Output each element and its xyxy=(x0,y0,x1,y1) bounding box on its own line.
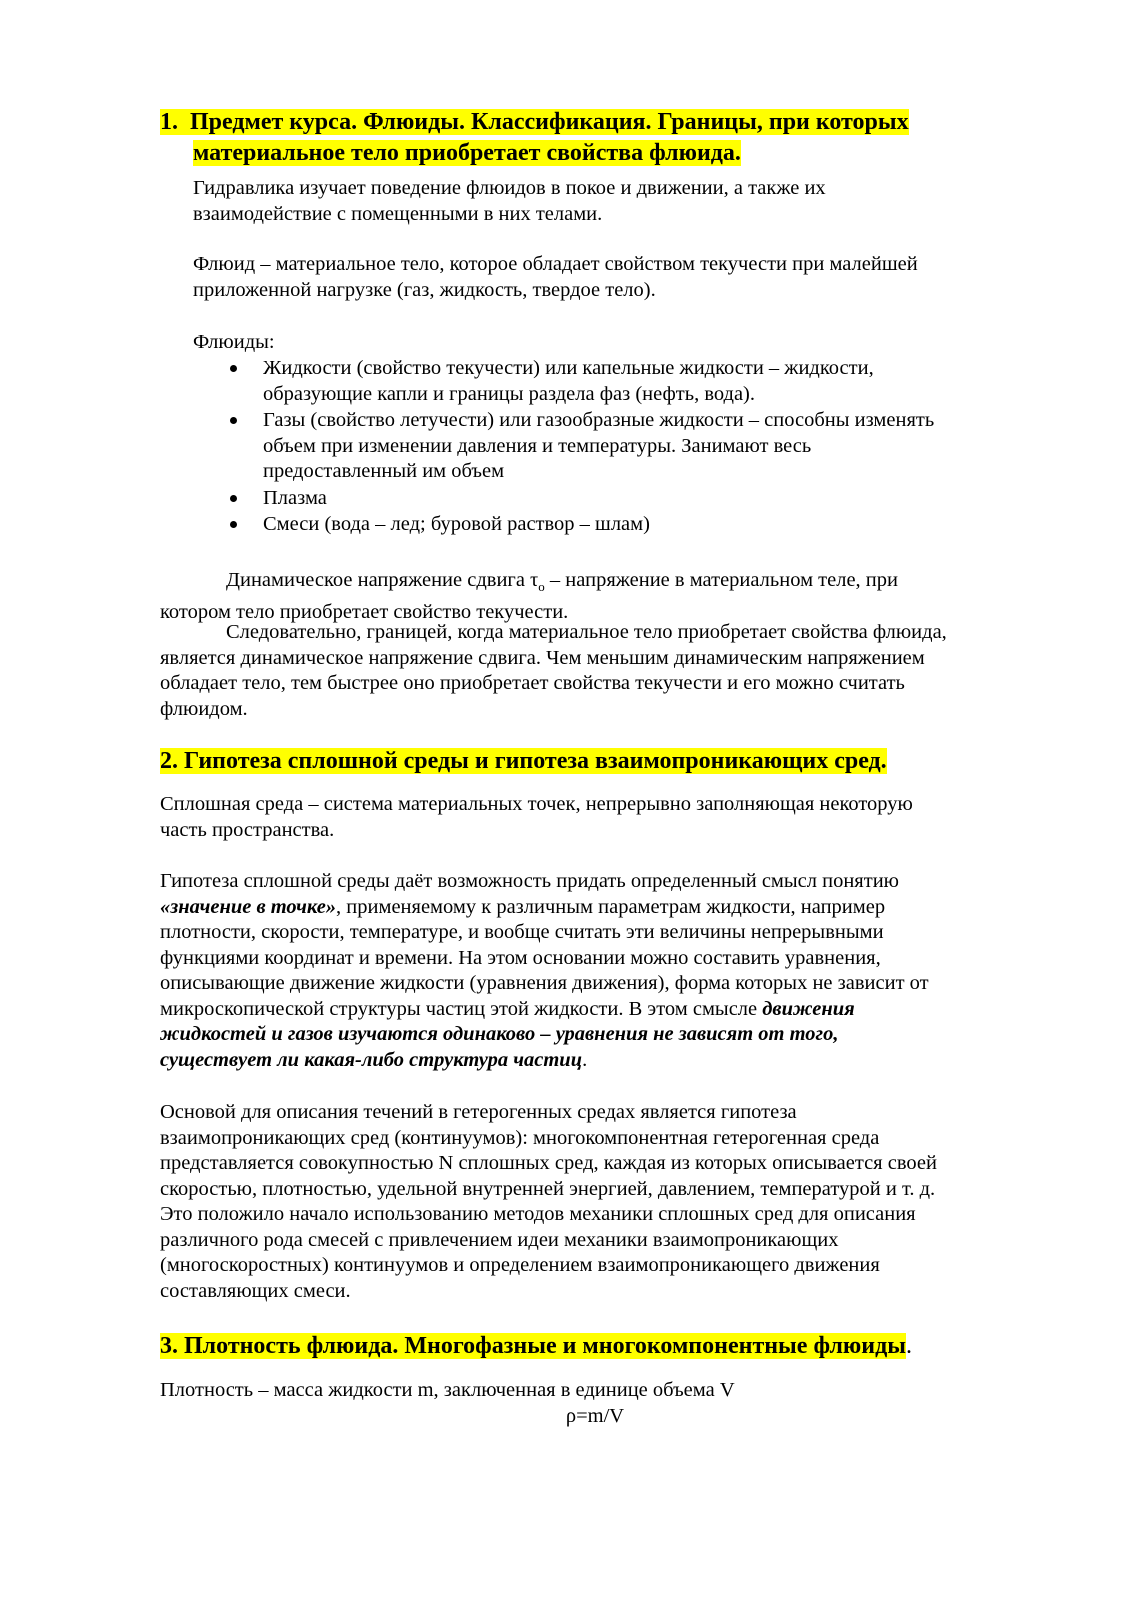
bullet-icon xyxy=(230,495,237,502)
list-item: Плазма xyxy=(230,486,934,512)
section-1-paragraph-4: Следовательно, границей, когда материальное тело приобретает свойства флюида, является динамическое напряжение сдвига. Чем меньшим динамическим напряжением обладает тело, тем быстрее оно приобретает свойства текучести и его можно считать флюидом. xyxy=(160,621,947,720)
section-1-title-line-2: материальное тело приобретает свойства флюида. xyxy=(193,140,741,166)
list-heading: Флюиды: xyxy=(193,331,275,353)
section-2-paragraph-3: Основой для описания течений в гетерогенных средах является гипотеза взаимопроникающих сред (континуумов): многокомпонентная гетерогенная среда представляется совокупностью N сплошных сред, каждая из которых описывается своей скоростью, плотностью, удельной внутренней энергией, давлением, температурой и т. д. Это положило начало использованию методов механики сплошных сред для описания различного рода смесей с привлечением идеи механики взаимопроникающих (многоскоростных) континуумов и определением взаимопроникающего движения составляющих смеси. xyxy=(160,1101,937,1302)
section-2-paragraph-1: Сплошная среда – система материальных точек, непрерывно заполняющая некоторую часть пространства. xyxy=(160,793,913,841)
section-1-paragraph-3: Динамическое напряжение сдвига $\tau_о$ – напряжение в материальном теле, при котором тело приобретает свойство текучести. xyxy=(160,569,899,623)
section-1-heading xyxy=(160,107,909,169)
section-2-paragraph-2: Гипотеза сплошной среды даёт возможность придать определенный смысл понятию «значение в точке», применяемому к различным параметрам жидкости, например плотности, скорости, температуре, и вообще считать эти величины непрерывными функциями координат и времени. На этом основании можно составить уравнения, описывающие движение жидкости (уравнения движения), форма которых не зависит от микроскопической структуры частиц этой жидкости. В этом смысле движения жидкостей и газов изучаются одинаково – уравнения не зависят от того, существует ли какая-либо структура частиц. xyxy=(160,870,929,1071)
fluids-bullet-list xyxy=(230,356,934,538)
density-definition: Плотность – масса жидкости m, заключенная в единице объема V xyxy=(160,1379,735,1401)
section-1-paragraph-1 xyxy=(193,176,826,227)
section-1-number: 1. xyxy=(160,109,178,135)
section-3-heading: 3. Плотность флюида. Многофазные и многокомпонентные флюиды. xyxy=(160,1333,912,1359)
density-formula: ρ=m/V xyxy=(565,1405,625,1427)
text-line: Флюид – материальное тело, которое обладает свойством текучести при малейшей xyxy=(193,253,918,275)
text-line: взаимодействие с помещенными в них телами. xyxy=(193,202,603,225)
section-1-title-line-1: Предмет курса. Флюиды. Классификация. Границы, при которых xyxy=(190,109,909,135)
text-line: Гидравлика изучает поведение флюидов в покое и движении, а также их xyxy=(193,177,826,199)
section-1-paragraph-2 xyxy=(193,252,918,303)
section-2-heading: 2. Гипотеза сплошной среды и гипотеза взаимопроникающих сред. xyxy=(160,748,887,774)
list-item: Смеси (вода – лед; буровой раствор – шлам) xyxy=(230,512,934,538)
list-item: Газы (свойство летучести) или газообразные жидкости – способны изменять объем при изменении давления и температуры. Занимают весь предоставленный им объем xyxy=(230,408,934,485)
bullet-icon xyxy=(230,521,237,528)
list-item: Жидкости (свойство текучести) или капельные жидкости – жидкости, образующие капли и границы раздела фаз (нефть, вода). xyxy=(230,356,934,407)
bullet-icon xyxy=(230,417,237,424)
bullet-icon xyxy=(230,365,237,372)
text-line: приложенной нагрузке (газ, жидкость, твердое тело). xyxy=(193,278,656,301)
